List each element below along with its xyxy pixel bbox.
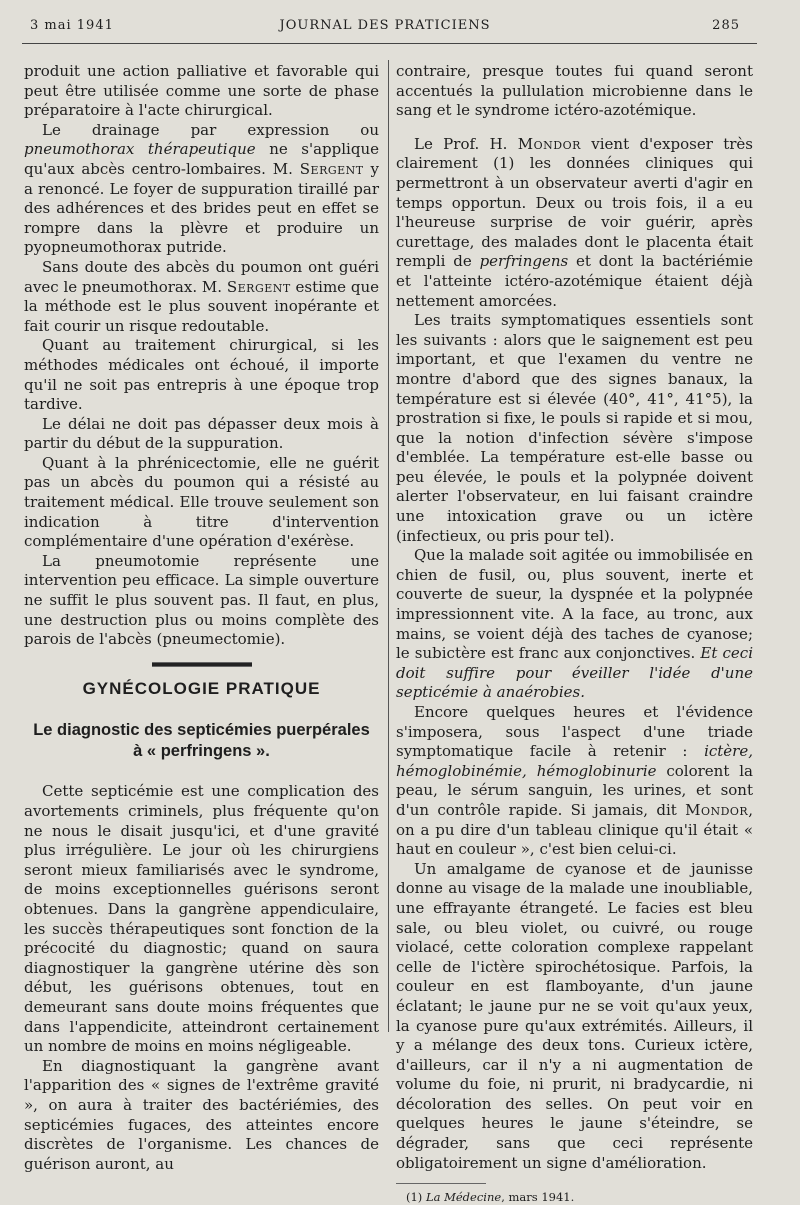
paragraph: Le Prof. H. Mondor vient d'exposer très clairement (1) les données cliniques qui permettront à un observateur averti d'agir en temps opportun. Deux ou trois fois, il a eu l'heureuse surprise de voir guérir, après curettage, des malades dont le placenta était rempli de perfringens et dont la bactériémie et l'atteinte ictéro-azotémique étaient déjà nettement amorcées. [396, 134, 754, 310]
paragraph: La pneumotomie représente une intervention peu efficace. La simple ouverture ne suffit le plus souvent pas. Il faut, en plus, une destruction plus ou moins complète des parois de l'abcès (pneumectomie). [24, 551, 379, 649]
running-header [30, 18, 740, 40]
section-title: GYNÉCOLOGIE PRATIQUE [82, 678, 321, 698]
article-title: Le diagnostic des septicémies puerpérales à « perfringens ». [33, 721, 370, 761]
right-column [396, 62, 753, 1205]
paragraph: Un amalgame de cyanose et de jaunisse donne au visage de la malade une inoubliable, une effrayante étrangeté. Le facies est bleu sale, ou bleu violet, ou cuivré, ou rouge violacé, cette coloration complexe rappelant celle de l'ictère spirochétosique. Parfois, la couleur en est flamboyante, d'un jaune éclatant; le jaune pur ne se voit qu'aux yeux, la cyanose pure qu'aux extrémités. Ailleurs, il y a mélange des deux tons. Curieux ictère, d'ailleurs, car il n'y a ni augmentation de volume du foie, ni prurit, ni bradycardie, ni décoloration des selles. On peut voir en quelques heures le jaune s'éteindre, se dégrader, sans que ceci représente obligatoirement un signe d'amélioration. [396, 859, 753, 1172]
footnote: (1) La Médecine, mars 1941. [406, 1190, 575, 1205]
paragraph: Le délai ne doit pas dépasser deux mois à partir du début de la suppuration. [24, 414, 379, 453]
paragraph: contraire, presque toutes fui quand seront accentués la pullulation microbienne dans le sang et le syndrome ictéro-azotémique. [396, 62, 753, 120]
paragraph: Quant à la phrénicectomie, elle ne guérit pas un abcès du poumon qui a résisté au traitement médical. Elle trouve seulement son indication à titre d'intervention complémentaire d'une opération d'exérèse. [24, 453, 379, 551]
issue-date: 3 mai 1941 [30, 18, 114, 33]
paragraph: Quant au traitement chirurgical, si les méthodes médicales ont échoué, il importe qu'il ne soit pas entrepris à une époque trop tardive. [24, 336, 379, 414]
paragraph: Encore quelques heures et l'évidence s'imposera, sous l'aspect d'une triade symptomatique facile à retenir : ictère, hémoglobinémie, hémoglobinurie colorent la peau, le sérum sanguin, les urines, et sont d'un contrôle rapide. Si jamais, dit Mondor, on a pu dire d'un tableau clinique qu'il était « haut en couleur », c'est bien celui-ci. [396, 703, 753, 859]
paragraph: Que la malade soit agitée ou immobilisée en chien de fusil, ou, plus souvent, inerte et couverte de sueur, la dyspnée et la polypnée impressionnent vite. A la face, au tronc, aux mains, se voient déjà des taches de cyanose; le subictère est franc aux conjonctives. Et ceci doit suffire pour éveiller l'idée d'une septicémie à anaérobies. [396, 546, 753, 702]
left-column [24, 62, 379, 1174]
paragraph: En diagnostiquant la gangrène avant l'apparition des « signes de l'extrême gravité », on aura à traiter des bactériémies, des septicémies fugaces, des atteintes encore discrètes de l'organisme. Les chances de guérison auront, au [24, 1056, 379, 1173]
page-number: 285 [712, 18, 740, 33]
paragraph: Cette septicémie est une complication des avortements criminels, plus fréquente qu'on ne nous le disait jusqu'ici, et d'une gravité plus irrégulière. Le jour où les chirurgiens seront mieux familiarisés avec le syndrome, de moins exceptionnelles guérisons seront obtenues. Dans la gangrène appendiculaire, les succès thérapeutiques sont fonction de la précocité du diagnostic; quand on saura diagnostiquer la gangrène utérine dès son début, les guérisons obtenues, tout en demeurant sans doute moins fréquentes que dans l'appendicite, atteindront certainement un nombre de moins en moins négligeable. [24, 782, 379, 1056]
header-rule [22, 43, 757, 44]
column-divider [388, 60, 389, 1032]
footnote-rule [396, 1183, 486, 1184]
section-ornament [152, 662, 252, 667]
paragraph: Les traits symptomatiques essentiels sont les suivants : alors que le saignement est peu important, et que l'examen du ventre ne montre d'abord que des signes banaux, la température est si élevée (40°, 41°, 41°5), la prostration si fixe, le pouls si rapide et si mou, que la notion d'infection sévère s'impose d'emblée. La température est-elle basse ou peu élevée, le pouls et la polypnée doivent alerter l'observateur, en lui faisant craindre une intoxication grave ou un ictère (infectieux, ou pris pour tel). [396, 311, 753, 545]
paragraph: Le drainage par expression ou pneumothorax thérapeutique ne s'applique qu'aux abcès centro-lombaires. M. Sergent y a renoncé. Le foyer de suppuration tiraillé par des adhérences et des brides peut en effet se rompre dans la plèvre et produire un pyopneumothorax putride. [24, 120, 379, 257]
journal-name: JOURNAL DES PRATICIENS [279, 18, 491, 33]
paragraph: Sans doute des abcès du poumon ont guéri avec le pneumothorax. M. Sergent estime que la méthode est le plus souvent inopérante et fait courir un risque redoutable. [24, 257, 379, 335]
paragraph: produit une action palliative et favorable qui peut être utilisée comme une sorte de phase préparatoire à l'acte chirurgical. [24, 62, 379, 120]
